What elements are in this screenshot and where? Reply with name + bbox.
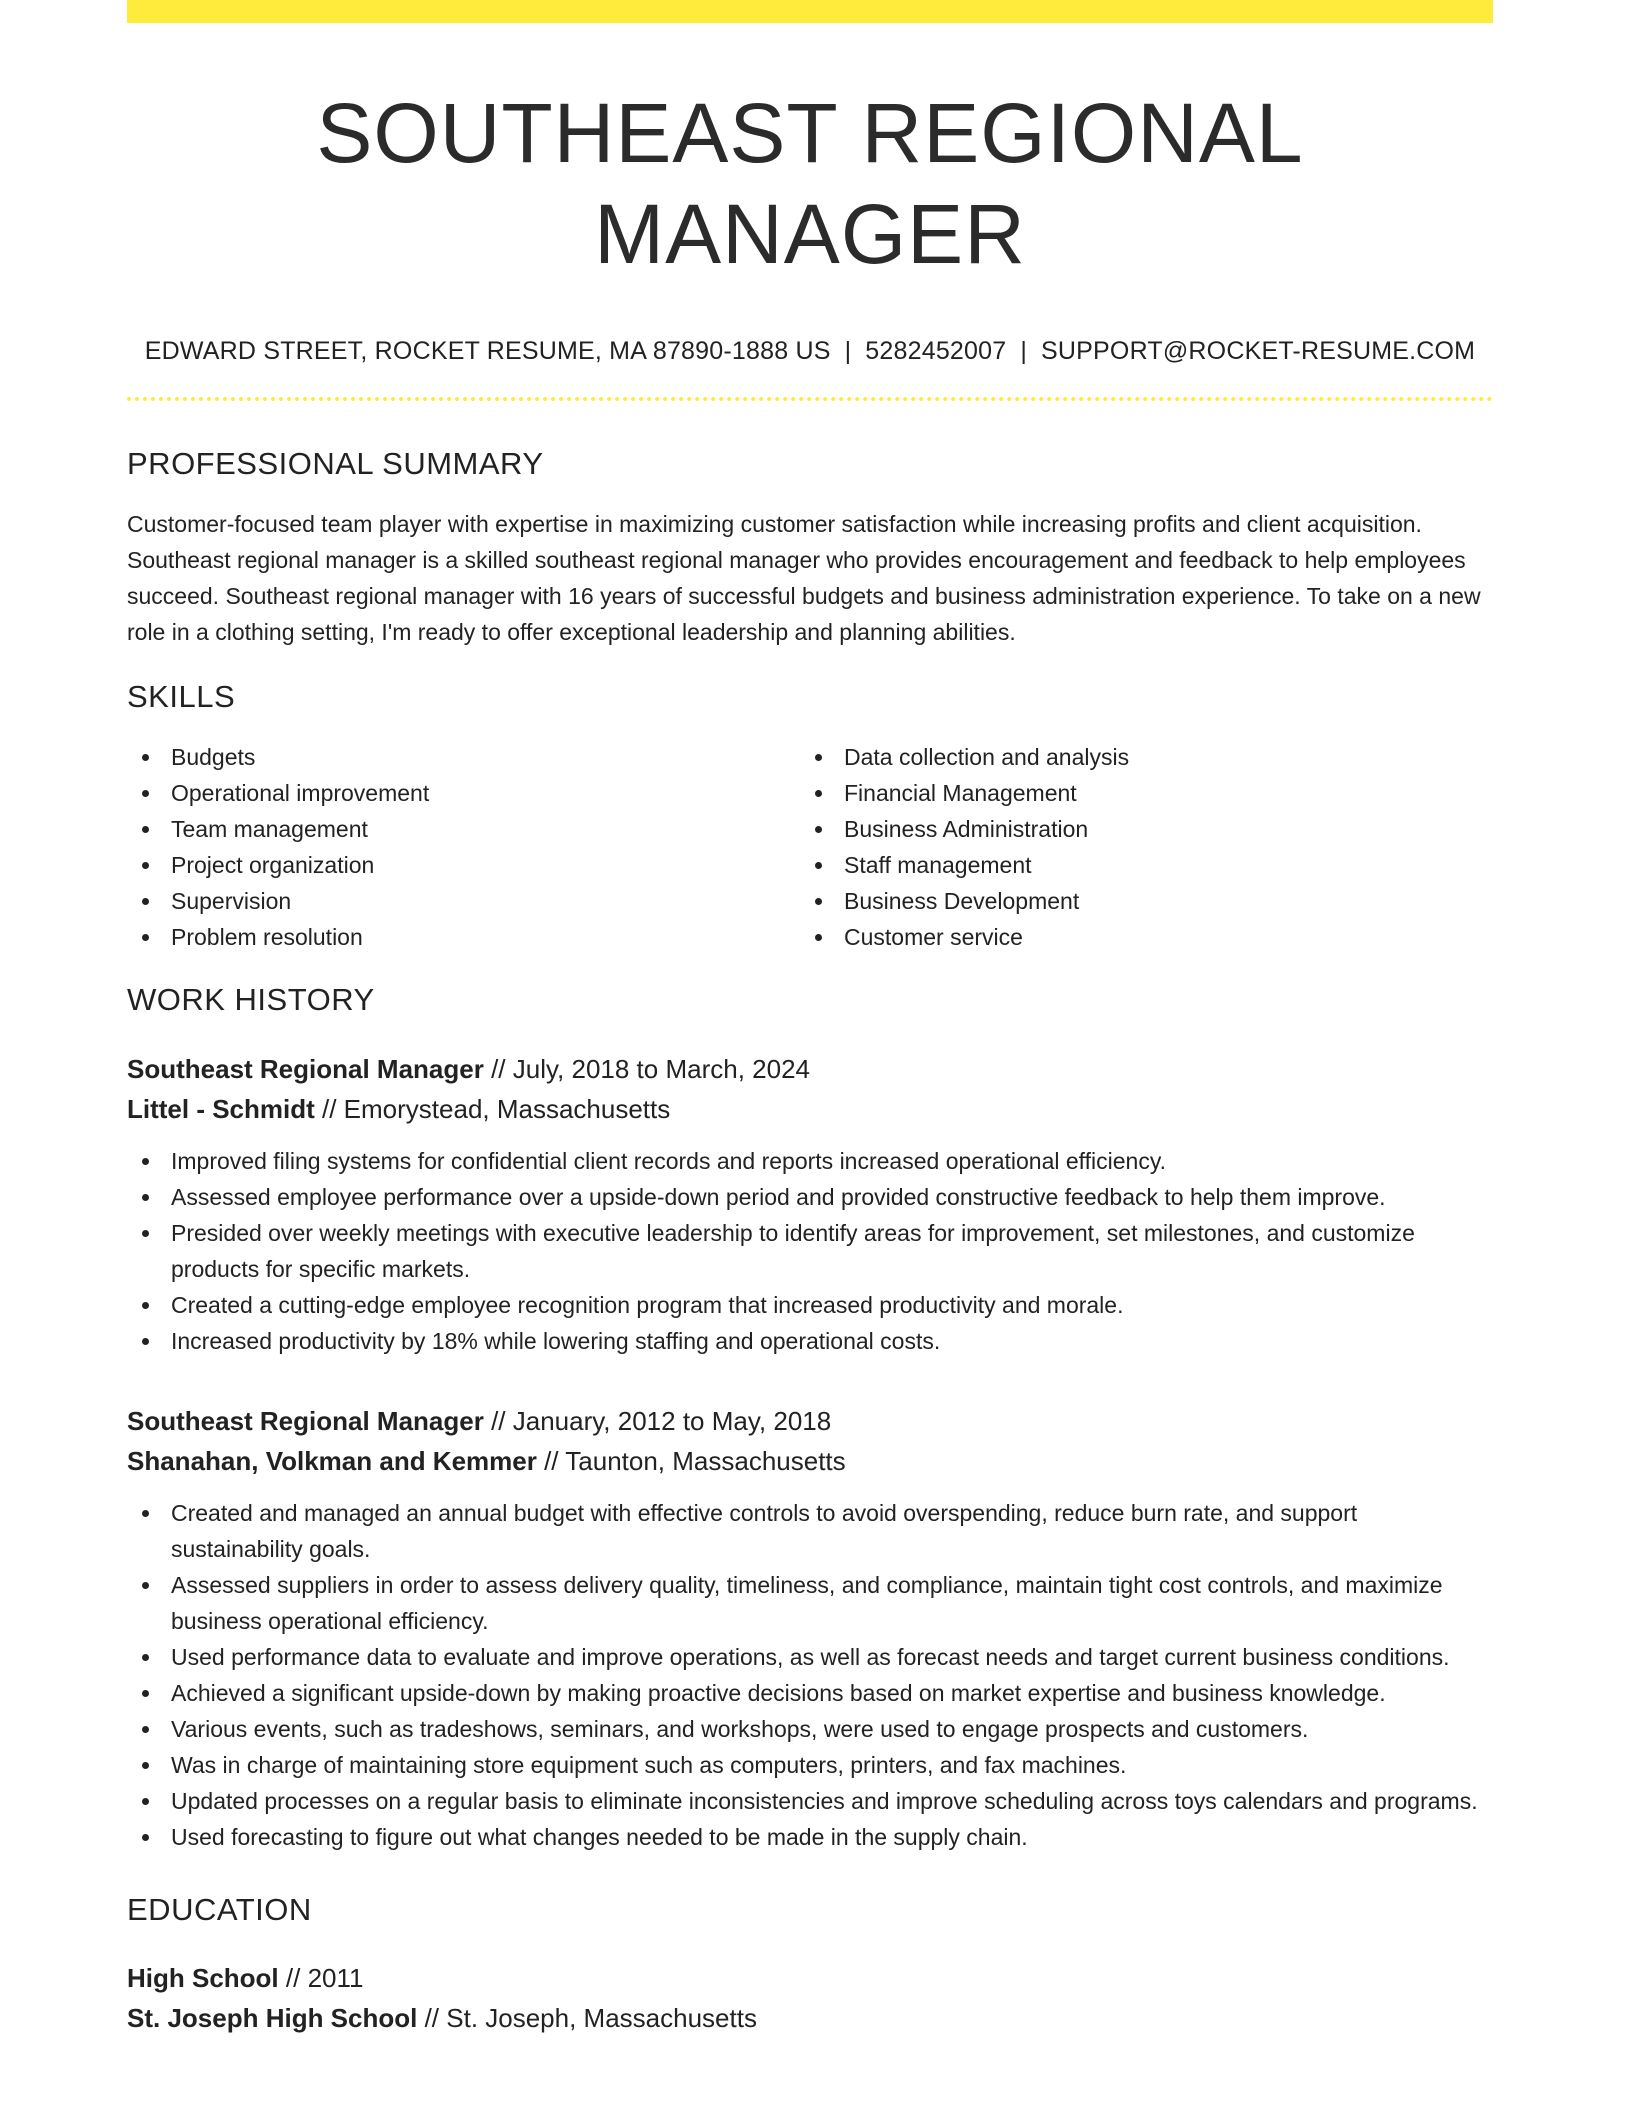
contact-phone: 5282452007: [865, 336, 1007, 365]
job-bullet: Improved filing systems for confidential client records and reports increased operational efficiency.: [127, 1143, 1493, 1179]
contact-separator: |: [844, 336, 852, 365]
job-role-line: [127, 1049, 1493, 1089]
education-degree: High School: [127, 1962, 279, 1993]
skill-item: Staff management: [800, 847, 1473, 883]
job-bullet: Presided over weekly meetings with executive leadership to identify areas for improvement, set milestones, and customize products for specific markets.: [127, 1215, 1493, 1287]
section-title-skills: SKILLS: [127, 679, 236, 715]
job-location: // Emorystead, Massachusetts: [314, 1093, 671, 1124]
dotted-divider: [127, 397, 1493, 401]
job-bullet: Achieved a significant upside-down by making proactive decisions based on market expertise and business knowledge.: [127, 1675, 1493, 1711]
job-bullet: Various events, such as tradeshows, seminars, and workshops, were used to engage prospects and customers.: [127, 1711, 1493, 1747]
job-dates: // July, 2018 to March, 2024: [483, 1053, 810, 1084]
job-company-line: [127, 1089, 1493, 1129]
job-bullet: Created a cutting-edge employee recognition program that increased productivity and morale.: [127, 1287, 1493, 1323]
resume-title: SOUTHEAST REGIONAL MANAGER: [316, 86, 1304, 281]
skill-item: Project organization: [127, 847, 800, 883]
job-bullets: [127, 1143, 1493, 1359]
resume-page: [127, 0, 1493, 2038]
education-school: St. Joseph High School: [127, 2002, 418, 2033]
job-bullet: Increased productivity by 18% while lowering staffing and operational costs.: [127, 1323, 1493, 1359]
job-bullet: Created and managed an annual budget with effective controls to avoid overspending, reduce burn rate, and support sustainability goals.: [127, 1495, 1493, 1567]
top-accent-bar: [127, 0, 1493, 23]
skill-item: Business Development: [800, 883, 1473, 919]
skill-item: Financial Management: [800, 775, 1473, 811]
contact-line: [127, 335, 1493, 368]
job-dates: // January, 2012 to May, 2018: [483, 1405, 832, 1436]
job-company: Littel - Schmidt: [127, 1093, 315, 1124]
job-bullets: [127, 1495, 1493, 1855]
skill-item: Team management: [127, 811, 800, 847]
skill-item: Supervision: [127, 883, 800, 919]
job-bullet: Was in charge of maintaining store equipment such as computers, printers, and fax machines.: [127, 1747, 1493, 1783]
job-bullet: Assessed suppliers in order to assess delivery quality, timeliness, and compliance, maintain tight cost controls, and maximize business operational efficiency.: [127, 1567, 1493, 1639]
job-company-line: [127, 1441, 1493, 1481]
job-bullet: Used forecasting to figure out what changes needed to be made in the supply chain.: [127, 1819, 1493, 1855]
skills-column-right: [800, 739, 1473, 955]
skills-list: [127, 739, 1493, 955]
skill-item: Problem resolution: [127, 919, 800, 955]
job-role: Southeast Regional Manager: [127, 1405, 484, 1436]
job-company: Shanahan, Volkman and Kemmer: [127, 1445, 537, 1476]
contact-email: SUPPORT@ROCKET-RESUME.COM: [1041, 336, 1476, 365]
education-location: // St. Joseph, Massachusetts: [417, 2002, 757, 2033]
contact-separator: |: [1020, 336, 1028, 365]
job-role: Southeast Regional Manager: [127, 1053, 484, 1084]
summary-text: Customer-focused team player with expertise in maximizing customer satisfaction while increasing profits and client acquisition. Southeast regional manager is a skilled southeast regional manager who provides encouragement and feedback to help employees succeed. Southeast regional manager with 16 years of successful budgets and business administration experience. To take on a new role in a clothing setting, I'm ready to offer exceptional leadership and planning abilities.: [127, 511, 1481, 646]
skill-item: Customer service: [800, 919, 1473, 955]
job-location: // Taunton, Massachusetts: [536, 1445, 846, 1476]
education-school-line: [127, 1998, 1493, 2038]
job-bullet: Used performance data to evaluate and improve operations, as well as forecast needs and target current business conditions.: [127, 1639, 1493, 1675]
job-bullet: Assessed employee performance over a upside-down period and provided constructive feedback to help them improve.: [127, 1179, 1493, 1215]
job-entry: [127, 1401, 1493, 1855]
job-role-line: [127, 1401, 1493, 1441]
skill-item: Operational improvement: [127, 775, 800, 811]
section-title-summary: PROFESSIONAL SUMMARY: [127, 446, 544, 482]
skills-column-left: [127, 739, 800, 955]
education-year: // 2011: [278, 1962, 364, 1993]
job-entry: [127, 1049, 1493, 1359]
education-degree-line: [127, 1958, 1493, 1998]
section-title-education: EDUCATION: [127, 1891, 312, 1927]
skill-item: Business Administration: [800, 811, 1473, 847]
job-bullet: Updated processes on a regular basis to eliminate inconsistencies and improve scheduling across toys calendars and programs.: [127, 1783, 1493, 1819]
skill-item: Data collection and analysis: [800, 739, 1473, 775]
section-title-work-history: WORK HISTORY: [127, 982, 375, 1018]
skill-item: Budgets: [127, 739, 800, 775]
contact-address: EDWARD STREET, ROCKET RESUME, MA 87890-1888 US: [144, 336, 831, 365]
education-entry: [127, 1958, 1493, 2038]
